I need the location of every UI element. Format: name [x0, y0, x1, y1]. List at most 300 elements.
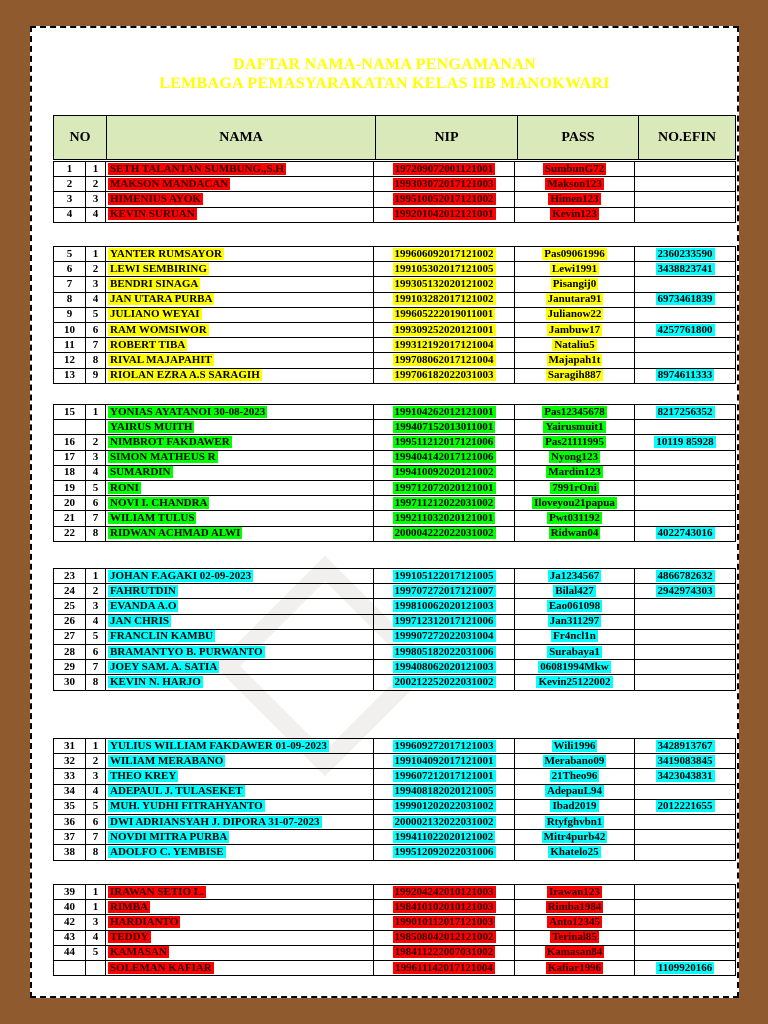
cell-index [86, 799, 106, 814]
page-title [32, 55, 737, 93]
cell-no [54, 480, 86, 495]
cell-nip-text: 197209072001121001 [394, 162, 494, 175]
cell-no-text: 15 [64, 405, 75, 418]
cell-nip [374, 480, 515, 495]
cell-nip-text: 198410102010121003 [394, 900, 494, 913]
cell-index [86, 435, 106, 450]
cell-nama-text: RIVAL MAJAPAHIT [110, 353, 212, 366]
cell-index [86, 420, 106, 435]
cell-pass [515, 496, 635, 511]
cell-pass-text: Eao061098 [548, 599, 601, 612]
cell-pass-text: Kafiar1996 [547, 961, 602, 974]
cell-no [54, 511, 86, 526]
table-row [54, 660, 736, 675]
cell-no-text: 38 [64, 845, 75, 858]
cell-pass-text: Pisangij0 [552, 277, 597, 290]
cell-index-text: 2 [92, 754, 99, 767]
cell-pass-text: Irawan123 [549, 885, 600, 898]
cell-nama-text: RIMBA [110, 900, 148, 913]
cell-pass-text: AdepauL94 [546, 785, 603, 798]
cell-nip [374, 614, 515, 629]
cell-nip-text: 199104262012121001 [394, 405, 494, 418]
cell-efin [635, 405, 736, 420]
cell-nip [374, 307, 515, 322]
header-nip: NIP [376, 116, 518, 160]
cell-no [54, 830, 86, 845]
cell-pass-text: Jambuw17 [548, 323, 601, 336]
cell-no-text: 29 [64, 660, 75, 673]
cell-efin [635, 292, 736, 307]
cell-no-text: 17 [64, 451, 75, 464]
table-row [54, 945, 736, 960]
cell-index-text: 1 [92, 247, 99, 260]
cell-index-text: 3 [92, 277, 99, 290]
cell-nip-text: 199305132020121002 [394, 277, 494, 290]
cell-no [54, 614, 86, 629]
cell-efin [635, 814, 736, 829]
cell-pass-text: Khatelo25 [550, 845, 599, 858]
cell-nama [106, 368, 374, 383]
cell-nip [374, 526, 515, 541]
cell-nip [374, 177, 515, 192]
cell-nip-text: 199105122017121005 [394, 569, 494, 582]
cell-pass-text: Yairusmuit1 [545, 420, 604, 433]
cell-nama-text: ADOLFO C. YEMBISE [110, 845, 224, 858]
cell-index [86, 885, 106, 900]
cell-nama [106, 496, 374, 511]
cell-index [86, 814, 106, 829]
cell-index [86, 480, 106, 495]
cell-efin [635, 885, 736, 900]
cell-nip-text: 200004222022031002 [394, 527, 494, 540]
header-efin: NO.EFIN [639, 116, 736, 160]
cell-no [54, 292, 86, 307]
cell-index [86, 660, 106, 675]
cell-no [54, 569, 86, 584]
cell-nip-text: 199211032020121001 [394, 511, 494, 524]
cell-no-text: 23 [64, 569, 75, 582]
cell-nip-text: 199711212022031002 [394, 496, 494, 509]
cell-no-text: 21 [64, 511, 75, 524]
cell-pass-text: Julianow22 [547, 308, 602, 321]
table-row [54, 338, 736, 353]
cell-efin-text: 4866782632 [657, 569, 713, 582]
cell-no-text: 27 [64, 630, 75, 643]
cell-nama-text: RAM WOMSIWOR [110, 323, 207, 336]
cell-index [86, 177, 106, 192]
cell-index-text: 8 [92, 527, 99, 540]
cell-index-text: 2 [92, 262, 99, 275]
cell-nip-text: 199303072017121003 [394, 177, 494, 190]
cell-pass [515, 450, 635, 465]
cell-efin [635, 799, 736, 814]
table-row [54, 915, 736, 930]
table-row [54, 480, 736, 495]
cell-no [54, 450, 86, 465]
cell-index [86, 915, 106, 930]
cell-nama [106, 450, 374, 465]
cell-nip-text: 199010112017121003 [394, 915, 494, 928]
cell-pass [515, 262, 635, 277]
cell-index [86, 465, 106, 480]
cell-index-text: 6 [92, 815, 99, 828]
cell-nama-text: LEWI SEMBIRING [110, 262, 207, 275]
cell-no-text: 25 [64, 599, 75, 612]
cell-pass [515, 629, 635, 644]
cell-index-text: 7 [92, 660, 99, 673]
cell-efin [635, 207, 736, 222]
cell-nama [106, 435, 374, 450]
cell-pass [515, 599, 635, 614]
cell-index [86, 754, 106, 769]
cell-nama [106, 207, 374, 222]
cell-nama-text: BENDRI SINAGA [110, 277, 199, 290]
cell-pass-text: Ibad2019 [552, 800, 597, 813]
cell-nip [374, 584, 515, 599]
cell-pass [515, 247, 635, 262]
cell-pass-text: Mardin123 [548, 466, 601, 479]
cell-pass [515, 814, 635, 829]
cell-no-text: 19 [64, 481, 75, 494]
cell-pass [515, 799, 635, 814]
cell-nip-text: 199708062017121004 [394, 353, 494, 366]
cell-index [86, 207, 106, 222]
cell-nama [106, 247, 374, 262]
cell-index [86, 405, 106, 420]
cell-nama [106, 353, 374, 368]
cell-nama-text: JULIANO WEYAI [110, 308, 200, 321]
cell-efin [635, 784, 736, 799]
cell-efin [635, 526, 736, 541]
cell-no-text: 33 [64, 769, 75, 782]
cell-index-text: 7 [92, 830, 99, 843]
cell-efin [635, 177, 736, 192]
cell-pass [515, 207, 635, 222]
cell-nama-text: JOEY SAM. A. SATIA [110, 660, 218, 673]
cell-no-text: 43 [64, 931, 75, 944]
cell-index-text: 4 [92, 208, 99, 221]
cell-no-text: 24 [64, 584, 75, 597]
cell-index [86, 644, 106, 659]
cell-pass [515, 754, 635, 769]
cell-pass [515, 960, 635, 975]
cell-index [86, 769, 106, 784]
table-row [54, 207, 736, 222]
cell-pass-text: Merabano09 [544, 754, 605, 767]
cell-nama-text: RIDWAN ACHMAD ALWI [110, 527, 241, 540]
cell-nama [106, 405, 374, 420]
cell-index-text: 1 [92, 885, 99, 898]
cell-pass [515, 162, 635, 177]
cell-nama [106, 814, 374, 829]
cell-nip [374, 511, 515, 526]
cell-pass-text: Lewi1991 [551, 262, 598, 275]
cell-nip [374, 420, 515, 435]
cell-efin-text: 4022743016 [657, 527, 713, 540]
cell-index [86, 338, 106, 353]
cell-no-text: 39 [64, 885, 75, 898]
cell-index [86, 450, 106, 465]
cell-nama-text: YONIAS AYATANOI 30-08-2023 [110, 405, 266, 418]
cell-pass [515, 644, 635, 659]
cell-efin [635, 660, 736, 675]
cell-nip-text: 199408062020121003 [394, 660, 494, 673]
cell-nama [106, 277, 374, 292]
table-row [54, 845, 736, 860]
cell-nip-text: 199510052017121002 [394, 192, 494, 205]
cell-efin [635, 368, 736, 383]
cell-no-text: 36 [64, 815, 75, 828]
cell-nip-text: 199712312017121006 [394, 615, 494, 628]
cell-nama-text: SOLEMAN KAFIAR [110, 961, 212, 974]
table-row [54, 769, 736, 784]
cell-nip-text: 199204242010121003 [394, 885, 494, 898]
cell-pass-text: 06081994Mkw [540, 660, 609, 673]
cell-pass [515, 830, 635, 845]
cell-no-text: 22 [64, 527, 75, 540]
cell-nip-text: 199105302017121005 [394, 262, 494, 275]
cell-no [54, 247, 86, 262]
cell-nip-text: 199605222019011001 [394, 308, 494, 321]
cell-index [86, 307, 106, 322]
cell-no-text: 12 [64, 353, 75, 366]
cell-no [54, 162, 86, 177]
cell-pass [515, 739, 635, 754]
cell-nama [106, 915, 374, 930]
cell-nama-text: FRANCLIN KAMBU [110, 630, 213, 643]
cell-pass-text: Bilal427 [555, 584, 594, 597]
cell-nip [374, 322, 515, 337]
cell-pass [515, 353, 635, 368]
cell-efin [635, 569, 736, 584]
cell-no-text: 3 [66, 192, 73, 205]
cell-pass-text: Iloveyou21papua [534, 496, 615, 509]
cell-nip-text: 199511212017121006 [394, 435, 494, 448]
cell-efin [635, 644, 736, 659]
cell-index-text: 7 [92, 511, 99, 524]
cell-efin-text: 2942974303 [657, 584, 713, 597]
cell-index-text: 3 [92, 599, 99, 612]
cell-nama [106, 569, 374, 584]
cell-nip-text: 198411222007031002 [394, 946, 494, 959]
cell-index-text: 6 [92, 496, 99, 509]
cell-no-text: 10 [64, 323, 75, 336]
document-frame [30, 26, 739, 998]
cell-nip [374, 569, 515, 584]
cell-nama [106, 754, 374, 769]
cell-index [86, 945, 106, 960]
cell-nama-text: YULIUS WILLIAM FAKDAWER 01-09-2023 [110, 739, 327, 752]
cell-nip-text: 199901202022031002 [394, 800, 494, 813]
cell-pass-text: Wili1996 [553, 739, 596, 752]
cell-no [54, 465, 86, 480]
cell-pass [515, 322, 635, 337]
cell-no-text: 30 [64, 675, 75, 688]
table-row [54, 629, 736, 644]
cell-no [54, 368, 86, 383]
cell-index-text: 8 [92, 675, 99, 688]
cell-pass [515, 784, 635, 799]
cell-nama-text: SUMARDIN [110, 466, 171, 479]
cell-nama [106, 900, 374, 915]
cell-index-text: 8 [92, 845, 99, 858]
cell-no [54, 262, 86, 277]
title-line-1: DAFTAR NAMA-NAMA PENGAMANAN [233, 56, 536, 73]
cell-index [86, 830, 106, 845]
cell-index-text: 8 [92, 353, 99, 366]
cell-efin [635, 247, 736, 262]
cell-no-text: 40 [64, 900, 75, 913]
cell-index-text: 1 [92, 405, 99, 418]
cell-index [86, 262, 106, 277]
cell-no-text: 13 [64, 369, 75, 382]
cell-nama-text: SETH TALANTAN SUMBUNG.,S.H [110, 162, 284, 175]
table-row [54, 262, 736, 277]
cell-nama [106, 614, 374, 629]
cell-index [86, 292, 106, 307]
cell-nip-text: 199312192017121004 [394, 338, 494, 351]
cell-nip [374, 368, 515, 383]
cell-no-text: 4 [66, 208, 73, 221]
cell-nip [374, 207, 515, 222]
cell-pass-text: Kevin123 [552, 208, 597, 221]
cell-nama-text: KEVIN SURUAN [110, 208, 195, 221]
cell-efin [635, 353, 736, 368]
cell-no-text: 35 [64, 800, 75, 813]
cell-pass [515, 192, 635, 207]
table-row [54, 420, 736, 435]
cell-no-text: 31 [64, 739, 75, 752]
cell-pass [515, 465, 635, 480]
cell-pass-text: Pwt031192 [549, 511, 600, 524]
cell-efin-text: 3428913767 [657, 739, 713, 752]
cell-index-text: 9 [92, 369, 99, 382]
cell-no [54, 526, 86, 541]
cell-index-text: 5 [92, 946, 99, 959]
cell-pass-text: Saragih887 [547, 369, 602, 382]
cell-pass [515, 277, 635, 292]
cell-pass-text: Kamasan84 [546, 946, 603, 959]
cell-efin [635, 614, 736, 629]
cell-nip [374, 450, 515, 465]
cell-nip-text: 199407152013011001 [394, 420, 494, 433]
cell-nama-text: FAHRUTDIN [110, 584, 176, 597]
cell-index [86, 162, 106, 177]
cell-nama-text: TEDDY [110, 931, 149, 944]
cell-pass-text: 7991rOni [552, 481, 597, 494]
table-row [54, 614, 736, 629]
cell-pass-text: 21Theo96 [551, 769, 598, 782]
cell-nama-text: KAMASAN [110, 946, 167, 959]
cell-index-text: 1 [92, 162, 99, 175]
cell-efin [635, 900, 736, 915]
cell-index [86, 629, 106, 644]
cell-no [54, 799, 86, 814]
cell-efin [635, 511, 736, 526]
cell-nama [106, 292, 374, 307]
cell-pass [515, 900, 635, 915]
cell-pass [515, 292, 635, 307]
cell-no [54, 405, 86, 420]
cell-nama-text: MUH. YUDHI FITRAHYANTO [110, 800, 263, 813]
cell-nama-text: BRAMANTYO B. PURWANTO [110, 645, 263, 658]
cell-nip-text: 198508042012121002 [394, 931, 494, 944]
table-row [54, 799, 736, 814]
cell-index [86, 496, 106, 511]
cell-no-text: 20 [64, 496, 75, 509]
cell-efin-text: 3438823741 [657, 262, 713, 275]
cell-index-text: 3 [92, 915, 99, 928]
cell-index-text: 6 [92, 645, 99, 658]
table-row [54, 511, 736, 526]
header-no: NO [54, 116, 107, 160]
cell-nip-text: 199512092022031006 [394, 845, 494, 858]
table-row [54, 739, 736, 754]
cell-index [86, 322, 106, 337]
table-row [54, 930, 736, 945]
cell-no-text: 11 [64, 338, 75, 351]
cell-nama [106, 644, 374, 659]
cell-efin [635, 338, 736, 353]
cell-pass-text: Nataliu5 [554, 338, 595, 351]
cell-nama [106, 930, 374, 945]
cell-nip [374, 799, 515, 814]
cell-nama [106, 480, 374, 495]
cell-nama [106, 660, 374, 675]
cell-nip-text: 199411022020121002 [394, 830, 494, 843]
cell-nama [106, 629, 374, 644]
cell-no [54, 322, 86, 337]
cell-nip-text: 199706182022031003 [394, 369, 494, 382]
cell-no [54, 584, 86, 599]
cell-nama [106, 960, 374, 975]
cell-nama [106, 584, 374, 599]
cell-efin-text: 8217256352 [657, 405, 713, 418]
table-row [54, 830, 736, 845]
cell-no [54, 945, 86, 960]
cell-nip-text: 199611142017121004 [395, 961, 493, 974]
cell-nip [374, 675, 515, 690]
cell-no-text: 6 [66, 262, 73, 275]
cell-nip [374, 292, 515, 307]
table-row [54, 322, 736, 337]
cell-nip [374, 754, 515, 769]
cell-index-text: 7 [92, 338, 99, 351]
cell-efin [635, 450, 736, 465]
cell-nip [374, 814, 515, 829]
cell-nip-text: 199309252020121001 [394, 323, 494, 336]
cell-nip-text: 199607212017121001 [394, 769, 494, 782]
cell-nama-text: NOVDI MITRA PURBA [110, 830, 228, 843]
cell-index [86, 739, 106, 754]
cell-index-text: 2 [92, 435, 99, 448]
title-line-2: LEMBAGA PEMASYARAKATAN KELAS IIB MANOKWARI [159, 75, 610, 92]
cell-no-text: 44 [64, 946, 75, 959]
cell-no [54, 754, 86, 769]
cell-pass [515, 584, 635, 599]
cell-efin-text: 2360233590 [657, 247, 713, 260]
cell-index-text: 2 [92, 177, 99, 190]
cell-pass-text: Pas12345678 [544, 405, 605, 418]
cell-index-text: 6 [92, 323, 99, 336]
cell-nama [106, 885, 374, 900]
cell-nip [374, 405, 515, 420]
cell-nip [374, 353, 515, 368]
cell-nip-text: 199805182022031006 [394, 645, 494, 658]
cell-pass-text: Surabaya1 [549, 645, 600, 658]
cell-no-text: 18 [64, 466, 75, 479]
cell-pass [515, 405, 635, 420]
